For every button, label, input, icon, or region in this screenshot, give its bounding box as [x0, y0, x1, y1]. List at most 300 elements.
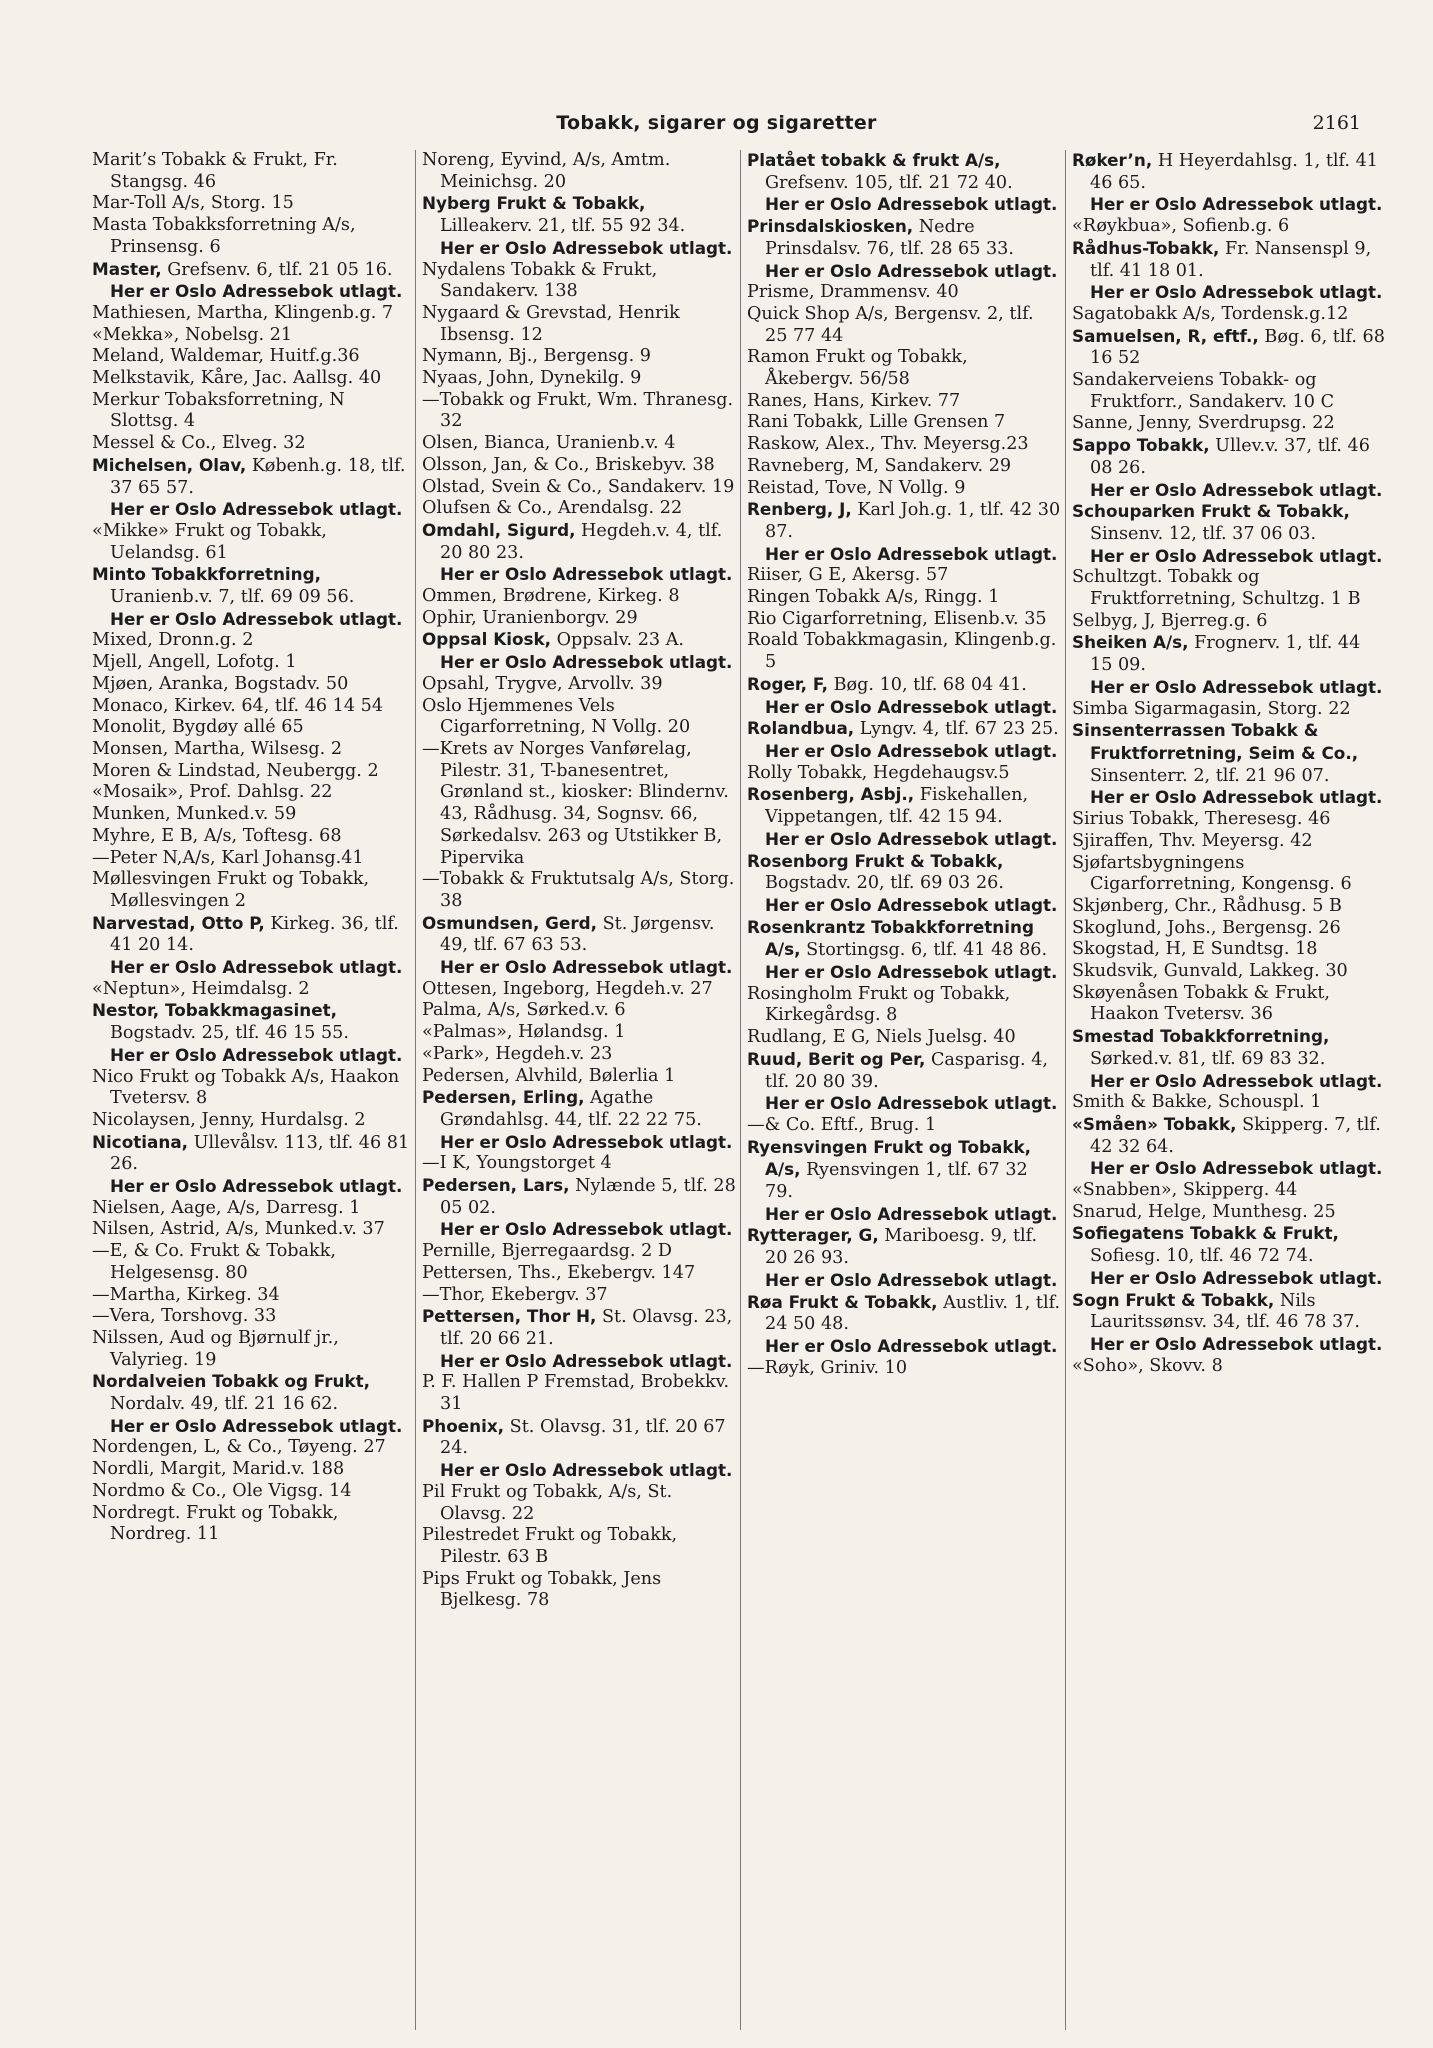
directory-entry	[747, 587, 1061, 609]
directory-entry	[92, 804, 411, 826]
directory-entry	[1072, 896, 1386, 918]
adressebok-notice: Her er Oslo Adressebok utlagt.	[765, 1203, 1058, 1224]
directory-entry	[422, 586, 736, 608]
entry-name: Pettersen, Thor H,	[422, 1306, 597, 1327]
entry-text: «Neptun», Heimdalsg. 2	[92, 978, 310, 999]
entry-text: Lilleakerv. 21, tlf. 55 92 34.	[440, 216, 686, 237]
entry-text: «Mikke» Frukt og Tobakk, Uelandsg. 61	[92, 520, 327, 563]
directory-entry	[1072, 501, 1386, 567]
entry-text: Reistad, Tove, N Vollg. 9	[747, 477, 966, 498]
adressebok-notice: Her er Oslo Adressebok utlagt.	[765, 696, 1058, 717]
directory-entry	[422, 1153, 736, 1175]
entry-name: Røker’n,	[1072, 150, 1153, 170]
entry-text: «Palmas», Hølandsg. 1	[422, 1022, 626, 1043]
directory-entry	[92, 1000, 411, 1066]
directory-entry	[92, 1481, 411, 1503]
entry-text: «Soho», Skovv. 8	[1072, 1355, 1223, 1376]
entry-text: Mar-Toll A/s, Storg. 15	[92, 193, 294, 214]
adressebok-notice: Her er Oslo Adressebok utlagt.	[440, 957, 733, 978]
entry-text: Frognerv. 1, tlf. 44 15 09.	[1090, 633, 1361, 676]
entry-name: Samuelsen, R, eftf.,	[1072, 325, 1259, 346]
directory-entry	[422, 608, 736, 630]
entry-text: Ravneberg, M, Sandakerv. 29	[747, 455, 1012, 476]
entry-text: Mjøen, Aranka, Bogstadv. 50	[92, 673, 349, 694]
directory-entry	[422, 1482, 736, 1525]
entry-text: Myhre, E B, A/s, Toftesg. 68	[92, 825, 342, 846]
directory-entry	[92, 848, 411, 870]
directory-entry	[1072, 1092, 1386, 1114]
adressebok-notice: Her er Oslo Adressebok utlagt.	[110, 608, 403, 629]
entry-name: Nyberg Frukt & Tobakk,	[422, 193, 646, 214]
entry-text: Melkstavik, Kåre, Jac. Aallsg. 40	[92, 368, 382, 389]
entry-text: Sandakerveiens Tobakk- og Fruktforr., Sandakerv. 10 C	[1072, 370, 1335, 412]
directory-entry	[422, 696, 736, 739]
entry-text: —Krets av Norges Vanførelag, Pilestr. 31, T-banesentret, Grønland st., kiosker: Blindernv. 43, Rådhusg. 34, Sognsv. 66, Sørkedalsv. 263 og Utstikker B, Pipervika	[422, 738, 729, 868]
directory-entry	[422, 979, 736, 1001]
entry-text: Nilssen, Aud og Bjørnulf jr., Valyrieg. 19	[92, 1327, 339, 1370]
directory-entry	[92, 1371, 411, 1437]
entry-text: Rosingholm Frukt og Tobakk, Kirkegårdsg. 8	[747, 983, 1011, 1026]
directory-entry	[422, 498, 736, 520]
entry-text: Skoglund, Johs., Bergensg. 26	[1072, 917, 1341, 938]
directory-entry	[747, 784, 1061, 850]
entry-name: Master,	[92, 258, 162, 279]
directory-entry	[1072, 326, 1386, 370]
directory-entry	[422, 303, 736, 346]
directory-entry	[1072, 567, 1386, 610]
adressebok-notice: Her er Oslo Adressebok utlagt.	[765, 962, 1058, 983]
entry-name: Roger, F,	[747, 673, 829, 694]
entry-text: —Røyk, Griniv. 10	[747, 1357, 908, 1378]
entry-text: «Mekka», Nobelsg. 21	[92, 324, 293, 345]
directory-entry	[747, 609, 1061, 631]
entry-text: Ranes, Hans, Kirkev. 77	[747, 390, 961, 411]
entry-name: Ryensvingen Frukt og Tobakk, A/s,	[747, 1136, 1032, 1180]
directory-entry	[747, 1049, 1061, 1115]
entry-text: Hegdeh.v. 4, tlf. 20 80 23.	[440, 520, 723, 563]
entry-text: P. F. Hallen P Fremstad, Brobekkv. 31	[422, 1372, 730, 1415]
directory-entry	[422, 455, 736, 477]
entry-text: Københ.g. 18, tlf. 37 65 57.	[110, 455, 406, 498]
adressebok-notice: Her er Oslo Adressebok utlagt.	[765, 1093, 1058, 1114]
entry-text: Pedersen, Alvhild, Bølerlia 1	[422, 1065, 676, 1086]
entry-name: Prinsdalskiosken,	[747, 216, 914, 237]
directory-column-2	[415, 150, 740, 2030]
directory-entry	[1072, 699, 1386, 721]
directory-entry	[747, 150, 1061, 216]
directory-entry	[422, 913, 736, 979]
directory-entry	[92, 717, 411, 739]
entry-text: Grefsenv. 6, tlf. 21 05 16.	[161, 259, 393, 280]
adressebok-notice: Her er Oslo Adressebok utlagt.	[440, 564, 733, 585]
directory-entry	[747, 630, 1061, 673]
entry-text: Nils Lauritssønsv. 34, tlf. 46 78 37.	[1090, 1290, 1360, 1333]
directory-entry	[92, 913, 411, 979]
entry-text: Messel & Co., Elveg. 32	[92, 433, 306, 454]
directory-entry	[1072, 370, 1386, 413]
entry-text: Nordli, Margit, Marid.v. 188	[92, 1459, 345, 1480]
directory-entry	[1072, 413, 1386, 435]
entry-text: Rani Tobakk, Lille Grensen 7	[747, 412, 1006, 433]
entry-text: Fiskehallen, Vippetangen, tlf. 42 15 94.	[765, 785, 1029, 828]
entry-name: Pedersen, Lars,	[422, 1175, 570, 1196]
directory-entry	[1072, 939, 1386, 961]
directory-entry	[422, 1372, 736, 1415]
directory-entry	[92, 1241, 411, 1284]
entry-name: Rosenberg, Asbj.,	[747, 784, 915, 805]
entry-text: —& Co. Eftf., Brug. 1	[747, 1114, 937, 1135]
entry-text: Ullev.v. 37, tlf. 46 08 26.	[1090, 436, 1370, 478]
entry-text: Nygaard & Grevstad, Henrik Ibsensg. 12	[422, 302, 680, 345]
entry-text: Oppsalv. 23 A.	[551, 630, 685, 651]
entry-text: «Park», Hegdeh.v. 23	[422, 1043, 613, 1064]
entry-text: Grefsenv. 105, tlf. 21 72 40.	[765, 172, 1013, 193]
directory-entry	[747, 391, 1061, 413]
directory-entry	[1072, 983, 1386, 1026]
directory-entry	[92, 390, 411, 433]
entry-text: Nicolaysen, Jenny, Hurdalsg. 2	[92, 1109, 366, 1130]
directory-entry	[747, 984, 1061, 1027]
entry-text: Rolly Tobakk, Hegdehaugsv.5	[747, 762, 1010, 783]
entry-name: Sinsenterrassen Tobakk & Fruktforretning, Seim & Co.,	[1072, 720, 1359, 763]
entry-text: Sørked.v. 81, tlf. 69 83 32.	[1090, 1048, 1326, 1069]
adressebok-notice: Her er Oslo Adressebok utlagt.	[110, 1415, 403, 1436]
directory-entry	[747, 1358, 1061, 1380]
directory-entry	[92, 652, 411, 674]
directory-entry	[92, 674, 411, 696]
adressebok-notice: Her er Oslo Adressebok utlagt.	[440, 652, 733, 673]
directory-entry	[92, 1110, 411, 1132]
adressebok-notice: Her er Oslo Adressebok utlagt.	[1090, 676, 1383, 697]
entry-text: Quick Shop A/s, Bergensv. 2, tlf. 25 77 44	[747, 303, 1034, 346]
entry-text: Skipperg. 7, tlf. 42 32 64.	[1090, 1114, 1381, 1157]
entry-name: Rolandbua,	[747, 718, 855, 739]
directory-entry	[422, 390, 736, 433]
directory-entry	[92, 782, 411, 804]
entry-text: Agathe Grøndahlsg. 44, tlf. 22 22 75.	[440, 1088, 702, 1130]
entry-name: Nicotiana,	[92, 1131, 189, 1152]
entry-text: Casparisg. 4, tlf. 20 80 39.	[765, 1049, 1048, 1092]
entry-text: Ullevålsv. 113, tlf. 46 81 26.	[110, 1132, 410, 1175]
entry-text: Sagatobakk A/s, Tordensk.g.12	[1072, 303, 1349, 324]
entry-name: Røa Frukt & Tobakk,	[747, 1291, 938, 1312]
entry-text: Nordmo & Co., Ole Vigsg. 14	[92, 1480, 352, 1501]
entry-text: Ommen, Brødrene, Kirkeg. 8	[422, 586, 680, 607]
directory-entry	[1072, 809, 1386, 831]
entry-name: Sappo Tobakk,	[1072, 435, 1210, 456]
directory-entry	[747, 851, 1061, 917]
entry-text: Nedre Prinsdalsv. 76, tlf. 28 65 33.	[765, 217, 1014, 259]
directory-entry	[1072, 1290, 1386, 1356]
entry-text: Roald Tobakkmagasin, Klingenb.g. 5	[747, 630, 1057, 673]
directory-entry	[422, 433, 736, 455]
directory-entry	[1072, 961, 1386, 983]
entry-text: St. Jørgensv. 49, tlf. 67 63 53.	[440, 913, 715, 956]
directory-entry	[1072, 918, 1386, 940]
directory-entry	[92, 1459, 411, 1481]
entry-text: Olufsen & Co., Arendalsg. 22	[422, 498, 683, 519]
adressebok-notice: Her er Oslo Adressebok utlagt.	[440, 1350, 733, 1371]
directory-entry	[92, 1219, 411, 1241]
page-number: 2161	[1312, 112, 1361, 134]
entry-text: Rudlang, E G, Niels Juelsg. 40	[747, 1027, 1016, 1048]
directory-entry	[422, 1416, 736, 1482]
entry-text: Raskow, Alex., Thv. Meyersg.23	[747, 434, 1029, 455]
directory-column-3	[740, 150, 1065, 2030]
entry-text: Nylænde 5, tlf. 28 05 02.	[440, 1176, 736, 1218]
entry-text: Pettersen, Ths., Ekebergv. 147	[422, 1262, 696, 1283]
directory-entry	[422, 869, 736, 912]
entry-name: Rosenborg Frukt & Tobakk,	[747, 850, 1004, 871]
entry-text: Nico Frukt og Tobakk A/s, Haakon Tvetersv. 8	[92, 1066, 400, 1109]
directory-entry	[422, 739, 736, 869]
adressebok-notice: Her er Oslo Adressebok utlagt.	[110, 1176, 403, 1197]
entry-text: Sirius Tobakk, Theresesg. 46	[1072, 809, 1331, 830]
entry-text: Sinsenv. 12, tlf. 37 06 03.	[1090, 523, 1317, 544]
directory-entry	[1072, 216, 1386, 238]
directory-columns	[90, 150, 1390, 2030]
entry-text: Monsen, Martha, Wilsesg. 2	[92, 738, 343, 759]
directory-entry	[747, 282, 1061, 304]
directory-entry	[92, 826, 411, 848]
entry-text: Bøg. 10, tlf. 68 04 41.	[828, 674, 1027, 695]
entry-text: Masta Tobakksforretning A/s, Prinsensg. 6	[92, 215, 356, 257]
directory-entry	[1072, 632, 1386, 698]
entry-name: Platået tobakk & frukt A/s,	[747, 150, 1001, 170]
directory-entry	[422, 520, 736, 586]
entry-text: —I K, Youngstorget 4	[422, 1153, 612, 1174]
entry-name: «Småen» Tobakk,	[1072, 1113, 1237, 1134]
directory-entry	[1072, 435, 1386, 501]
adressebok-notice: Her er Oslo Adressebok utlagt.	[110, 1044, 403, 1065]
entry-text: Austliv. 1, tlf. 24 50 48.	[765, 1292, 1061, 1335]
directory-entry	[92, 368, 411, 390]
entry-name: Schouparken Frukt & Tobakk,	[1072, 501, 1350, 522]
directory-entry	[1072, 238, 1386, 304]
entry-text: Olsen, Bianca, Uranienb.v. 4	[422, 433, 676, 454]
adressebok-notice: Her er Oslo Adressebok utlagt.	[765, 894, 1058, 915]
entry-text: Nordalv. 49, tlf. 21 16 62.	[110, 1394, 339, 1415]
adressebok-notice: Her er Oslo Adressebok utlagt.	[765, 543, 1058, 564]
entry-text: St. Olavsg. 31, tlf. 20 67 24.	[440, 1416, 726, 1459]
directory-entry	[92, 979, 411, 1001]
entry-name: Michelsen, Olav,	[92, 454, 247, 475]
directory-entry	[422, 150, 736, 193]
adressebok-notice: Her er Oslo Adressebok utlagt.	[440, 237, 733, 258]
entry-text: Rio Cigarforretning, Elisenb.v. 35	[747, 608, 1047, 629]
directory-entry	[92, 1328, 411, 1371]
directory-entry	[1072, 1356, 1386, 1378]
directory-entry	[422, 1000, 736, 1022]
directory-entry	[92, 1437, 411, 1459]
directory-entry	[747, 499, 1061, 565]
entry-text: Mathiesen, Martha, Klingenb.g. 7	[92, 302, 394, 323]
directory-entry	[1072, 150, 1386, 216]
entry-text: Skogstad, H, E Sundtsg. 18	[1072, 939, 1318, 960]
entry-text: —Vera, Torshovg. 33	[92, 1306, 277, 1327]
directory-entry	[422, 368, 736, 390]
adressebok-notice: Her er Oslo Adressebok utlagt.	[765, 740, 1058, 761]
entry-text: Monaco, Kirkev. 64, tlf. 46 14 54	[92, 695, 384, 716]
entry-text: Pips Frukt og Tobakk, Jens Bjelkesg. 78	[422, 1568, 662, 1611]
entry-text: Palma, A/s, Sørked.v. 6	[422, 1000, 626, 1021]
adressebok-notice: Her er Oslo Adressebok utlagt.	[1090, 1070, 1383, 1091]
adressebok-notice: Her er Oslo Adressebok utlagt.	[1090, 787, 1383, 808]
entry-text: Sanne, Jenny, Sverdrupsg. 22	[1072, 413, 1335, 434]
directory-entry	[422, 260, 736, 303]
entry-text: Nordengen, L, & Co., Tøyeng. 27	[92, 1437, 386, 1458]
directory-entry	[92, 1067, 411, 1110]
entry-name: Nestor, Tobakkmagasinet,	[92, 1000, 338, 1021]
entry-text: Sofiesg. 10, tlf. 46 72 74.	[1090, 1246, 1314, 1267]
adressebok-notice: Her er Oslo Adressebok utlagt.	[765, 1335, 1058, 1356]
entry-text: Sjiraffen, Thv. Meyersg. 42	[1072, 830, 1313, 851]
directory-entry	[92, 215, 411, 258]
directory-entry	[422, 1285, 736, 1307]
directory-entry	[422, 674, 736, 696]
directory-entry	[747, 347, 1061, 390]
directory-entry	[1072, 611, 1386, 633]
directory-entry	[422, 477, 736, 499]
entry-text: Mjell, Angell, Lofotg. 1	[92, 652, 297, 673]
entry-text: Monolit, Bygdøy allé 65	[92, 717, 304, 738]
adressebok-notice: Her er Oslo Adressebok utlagt.	[440, 1219, 733, 1240]
entry-name: Pedersen, Erling,	[422, 1087, 585, 1108]
entry-text: Moren & Lindstad, Neubergg. 2	[92, 760, 379, 781]
entry-name: Rådhus-Tobakk,	[1072, 237, 1220, 258]
adressebok-notice: Her er Oslo Adressebok utlagt.	[765, 194, 1058, 215]
entry-name: Renberg, J,	[747, 499, 852, 520]
adressebok-notice: Her er Oslo Adressebok utlagt.	[1090, 1333, 1383, 1354]
directory-entry	[422, 1241, 736, 1263]
directory-entry	[747, 216, 1061, 282]
directory-entry	[747, 565, 1061, 587]
entry-text: Ramon Frukt og Tobakk, Åkebergv. 56/58	[747, 347, 968, 390]
entry-name: Rytterager, G,	[747, 1225, 879, 1246]
entry-text: Mixed, Dronn.g. 2	[92, 630, 254, 651]
entry-text: Lyngv. 4, tlf. 67 23 25.	[854, 719, 1059, 740]
entry-text: Nymann, Bj., Bergensg. 9	[422, 346, 651, 367]
page-title: Tobakk, sigarer og sigaretter	[556, 112, 877, 134]
directory-entry	[1072, 304, 1386, 326]
directory-entry	[92, 259, 411, 303]
adressebok-notice: Her er Oslo Adressebok utlagt.	[1090, 479, 1383, 500]
adressebok-notice: Her er Oslo Adressebok utlagt.	[765, 828, 1058, 849]
directory-column-1	[90, 150, 415, 2030]
entry-name: Smestad Tobakkforretning,	[1072, 1026, 1330, 1047]
directory-entry	[422, 1087, 736, 1153]
entry-text: Meland, Waldemar, Huitf.g.36	[92, 346, 360, 367]
entry-name: Minto Tobakkforretning,	[92, 564, 322, 585]
entry-text: Nilsen, Astrid, A/s, Munked.v. 37	[92, 1219, 385, 1240]
entry-text: Smith & Bakke, Schouspl. 1	[1072, 1092, 1322, 1113]
entry-name: Phoenix,	[422, 1415, 505, 1436]
entry-text: Pernille, Bjerregaardsg. 2 D	[422, 1241, 672, 1262]
directory-entry	[747, 1137, 1061, 1226]
directory-entry	[747, 1027, 1061, 1049]
entry-text: Nydalens Tobakk & Frukt, Sandakerv. 138	[422, 259, 658, 302]
entry-text: St. Olavsg. 23, tlf. 20 66 21.	[440, 1307, 733, 1349]
directory-entry	[422, 1525, 736, 1568]
entry-name: Narvestad, Otto P,	[92, 912, 265, 933]
entry-text: Nielsen, Aage, A/s, Darresg. 1	[92, 1197, 361, 1218]
directory-entry	[422, 1044, 736, 1066]
entry-text: Karl Joh.g. 1, tlf. 42 30 87.	[765, 500, 1061, 542]
directory-entry	[1072, 720, 1386, 809]
entry-text: Marit’s Tobakk & Frukt, Fr. Stangsg. 46	[92, 150, 338, 192]
entry-text: Stortingsg. 6, tlf. 41 48 86.	[800, 940, 1048, 961]
entry-text: —Thor, Ekebergv. 37	[422, 1284, 608, 1305]
adressebok-notice: Her er Oslo Adressebok utlagt.	[1090, 282, 1383, 303]
entry-text: —Peter N,A/s, Karl Johansg.41	[92, 847, 364, 868]
entry-text: Kirkeg. 36, tlf. 41 20 14.	[110, 913, 399, 956]
directory-entry	[1072, 853, 1386, 896]
entry-text: Olstad, Svein & Co., Sandakerv. 19	[422, 476, 735, 497]
directory-entry	[92, 869, 411, 912]
directory-entry	[747, 674, 1061, 718]
adressebok-notice: Her er Oslo Adressebok utlagt.	[440, 1131, 733, 1152]
entry-name: Omdahl, Sigurd,	[422, 519, 576, 540]
directory-entry	[422, 1022, 736, 1044]
entry-text: Mariboesg. 9, tlf. 20 26 93.	[765, 1226, 1038, 1269]
entry-text: Ringen Tobakk A/s, Ringg. 1	[747, 587, 1000, 608]
adressebok-notice: Her er Oslo Adressebok utlagt.	[1090, 545, 1383, 566]
directory-entry	[92, 346, 411, 368]
entry-text: Sjøfartsbygningens Cigarforretning, Kongensg. 6	[1072, 852, 1352, 895]
entry-text: Pilestredet Frukt og Tobakk, Pilestr. 63 B	[422, 1525, 678, 1567]
directory-entry	[1072, 831, 1386, 853]
entry-text: Pil Frukt og Tobakk, A/s, St. Olavsg. 22	[422, 1481, 673, 1524]
entry-text: Snarud, Helge, Munthesg. 25	[1072, 1201, 1336, 1222]
directory-entry	[1072, 1223, 1386, 1289]
entry-text: Bøg. 6, tlf. 68 16 52	[1090, 326, 1385, 369]
directory-entry	[747, 917, 1061, 984]
directory-entry	[92, 1198, 411, 1220]
directory-entry	[747, 478, 1061, 500]
entry-text: —Tobakk og Frukt, Wm. Thranesg. 32	[422, 389, 734, 432]
directory-entry	[747, 434, 1061, 456]
directory-entry	[1072, 1180, 1386, 1202]
entry-text: Oslo Hjemmenes Vels Cigarforretning, N Vollg. 20	[422, 695, 691, 738]
directory-entry	[422, 1306, 736, 1372]
adressebok-notice: Her er Oslo Adressebok utlagt.	[1090, 194, 1383, 215]
adressebok-notice: Her er Oslo Adressebok utlagt.	[765, 1269, 1058, 1290]
entry-text: —E, & Co. Frukt & Tobakk, Helgesensg. 80	[92, 1241, 336, 1283]
directory-entry	[92, 303, 411, 325]
directory-entry	[422, 629, 736, 673]
directory-entry	[92, 150, 411, 193]
entry-text: —Tobakk & Fruktutsalg A/s, Storg. 38	[422, 869, 735, 911]
entry-text: Selbyg, J, Bjerreg.g. 6	[1072, 610, 1268, 631]
directory-entry	[422, 1066, 736, 1088]
entry-text: «Mosaik», Prof. Dahlsg. 22	[92, 782, 333, 803]
directory-entry	[92, 696, 411, 718]
directory-entry	[422, 346, 736, 368]
entry-text: Nyaas, John, Dynekilg. 9	[422, 368, 642, 389]
directory-entry	[92, 455, 411, 521]
entry-name: Nordalveien Tobakk og Frukt,	[92, 1371, 370, 1392]
adressebok-notice: Her er Oslo Adressebok utlagt.	[110, 281, 403, 302]
adressebok-notice: Her er Oslo Adressebok utlagt.	[1090, 1267, 1383, 1288]
entry-text: Ophir, Uranienborgv. 29	[422, 607, 638, 628]
entry-text: Bogstadv. 25, tlf. 46 15 55.	[110, 1023, 349, 1044]
directory-entry	[92, 1306, 411, 1328]
entry-name: Oppsal Kiosk,	[422, 629, 552, 650]
entry-text: Schultzgt. Tobakk og Fruktforretning, Schultzg. 1 B	[1072, 567, 1361, 610]
directory-entry	[92, 739, 411, 761]
entry-text: Bogstadv. 20, tlf. 69 03 26.	[765, 873, 1004, 894]
directory-entry	[747, 718, 1061, 762]
